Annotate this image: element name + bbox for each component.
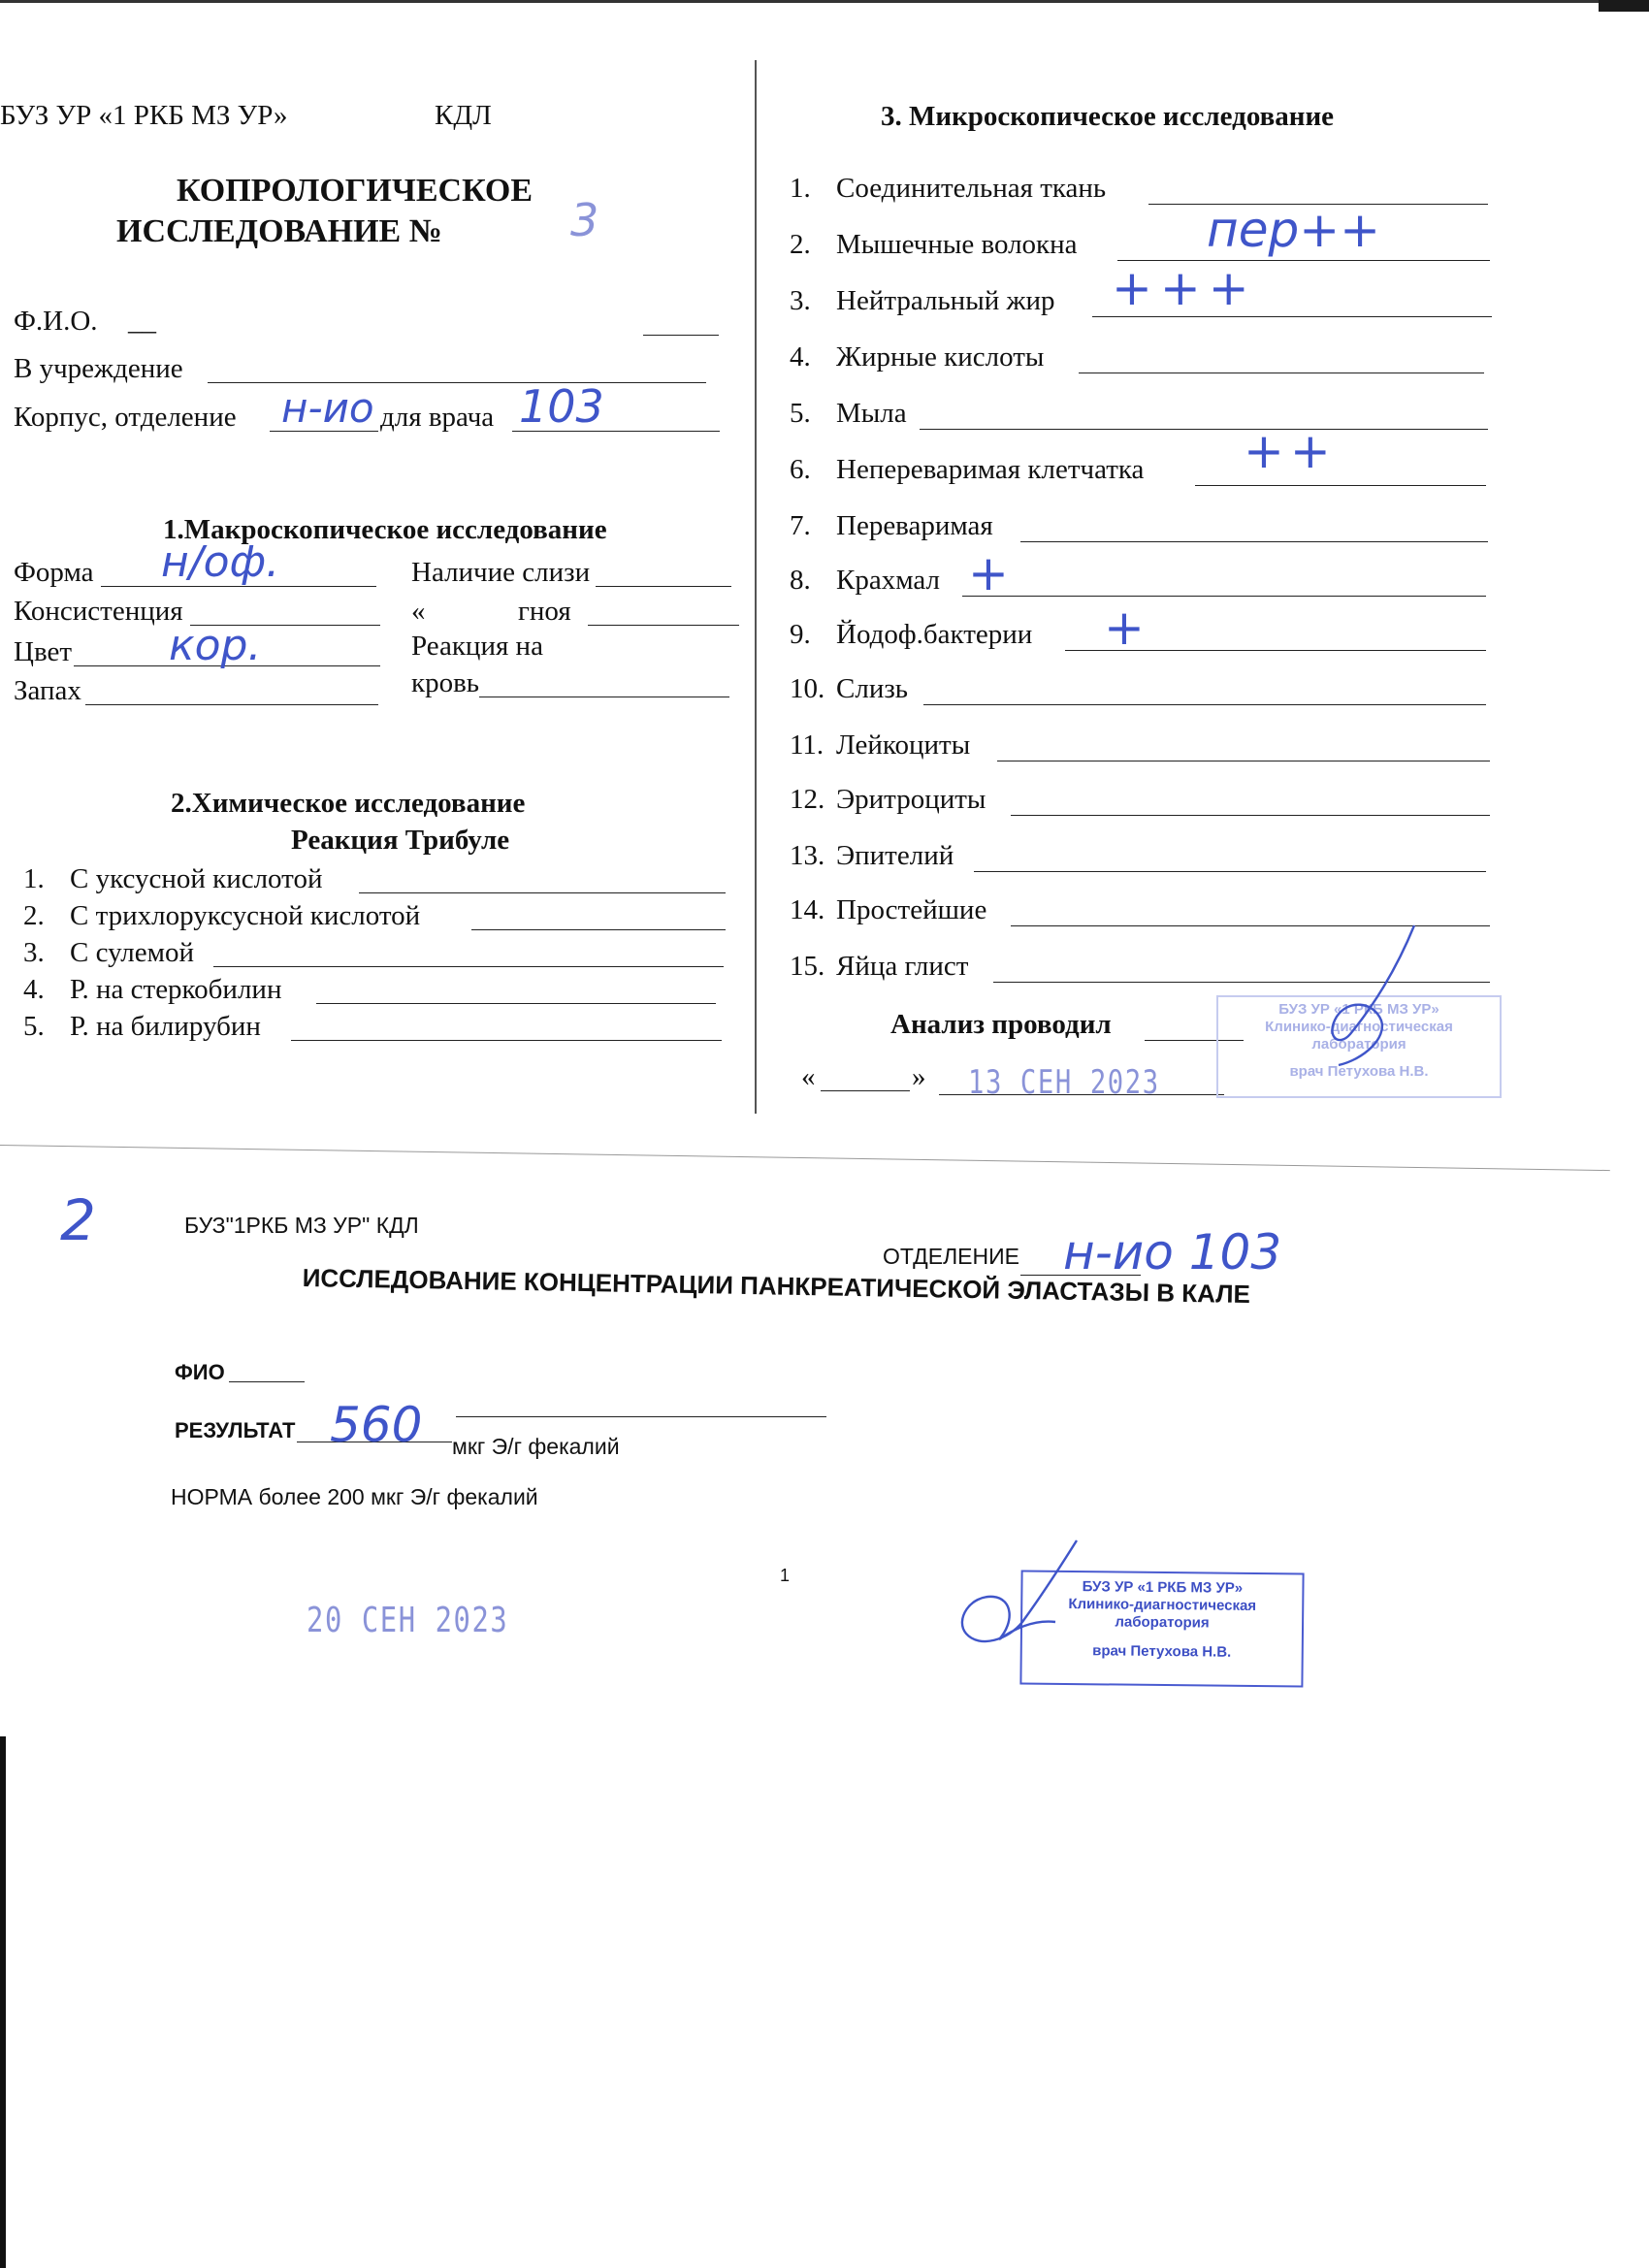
micro-line	[974, 871, 1486, 872]
micro-line	[962, 596, 1486, 597]
doctor-label: для врача	[380, 402, 495, 433]
slip-edge	[0, 1145, 1610, 1171]
chem-line	[291, 1040, 722, 1041]
scan-edge-left	[0, 1736, 6, 2268]
institution-line	[208, 382, 706, 383]
fio-line	[643, 335, 719, 336]
form2-dept-value: н-ио 103	[1063, 1224, 1282, 1280]
micro-value-fiber: ++	[1244, 423, 1337, 479]
stamp-line: врач Петухова Н.В.	[1289, 1063, 1429, 1080]
micro-line	[920, 429, 1488, 430]
form2-result-value: 560	[330, 1397, 423, 1453]
lab-name: КДЛ	[435, 100, 492, 131]
dept-value: н-ио	[281, 384, 374, 432]
chem-subheading: Реакция Трибуле	[291, 825, 510, 856]
form2-title: ИССЛЕДОВАНИЕ КОНЦЕНТРАЦИИ ПАНКРЕАТИЧЕСКОЙ ЭЛАСТАЗЫ В КАЛЕ	[302, 1263, 1251, 1310]
chem-line	[359, 892, 726, 893]
analysis-label: Анализ проводил	[890, 1009, 1112, 1040]
form2-result-label: РЕЗУЛЬТАТ	[175, 1418, 296, 1442]
chem-line	[316, 1003, 716, 1004]
forma-value: н/оф.	[161, 537, 280, 587]
institution-name: БУЗ УР «1 РКБ МЗ УР»	[0, 100, 288, 131]
chem-item: 2. С трихлоруксусной кислотой	[23, 900, 421, 931]
scan-edge-right	[1599, 0, 1649, 12]
date-stamp-2: 20 СЕН 2023	[307, 1601, 509, 1640]
form2-fio-label: ФИО	[175, 1360, 225, 1384]
date-quote-open: «	[801, 1061, 816, 1092]
form-number: 3	[570, 194, 599, 246]
form2-result-units: мкг Э/г фекалий	[452, 1434, 620, 1459]
micro-item: 2. Мышечные волокна	[790, 229, 1078, 260]
form2-page-number: 1	[780, 1566, 791, 1585]
micro-value-muscle: пер++	[1207, 202, 1380, 258]
mucus-label: Наличие слизи	[411, 557, 591, 588]
form2-dept-label: ОТДЕЛЕНИЕ	[883, 1244, 1020, 1269]
stamp-line: Клинико-диагностическая	[1265, 1019, 1453, 1035]
micro-line	[1195, 485, 1486, 486]
stamp-line: БУЗ УР «1 РКБ МЗ УР»	[1278, 1001, 1439, 1018]
institution-label: В учреждение	[14, 353, 183, 384]
stamp-line: Клинико-диагностическая	[1068, 1595, 1257, 1615]
chem-item: 5. Р. на билирубин	[23, 1011, 261, 1042]
pus-label: гноя	[518, 596, 571, 627]
micro-item: 5. Мыла	[790, 398, 907, 429]
chem-line	[213, 966, 724, 967]
micro-item: 15. Яйца глист	[790, 951, 969, 982]
signature-1	[1300, 920, 1436, 1075]
signature-2	[941, 1533, 1086, 1669]
date-quote-close: »	[912, 1061, 926, 1092]
micro-line	[1011, 815, 1490, 816]
micro-value-starch: +	[968, 545, 1009, 601]
micro-item: 3. Нейтральный жир	[790, 285, 1055, 316]
doctor-value: 103	[519, 380, 604, 433]
micro-value-iodophil: +	[1104, 599, 1145, 656]
scan-edge-top	[0, 0, 1649, 3]
micro-item: 10. Слизь	[790, 673, 909, 704]
blood-label-1: Реакция на	[411, 631, 543, 662]
date-stamp-1: 13 СЕН 2023	[968, 1063, 1160, 1102]
chem-item: 4. Р. на стеркобилин	[23, 974, 282, 1005]
pus-line	[588, 625, 739, 626]
fio-value: __	[128, 306, 156, 337]
micro-item: 9. Йодоф.бактерии	[790, 619, 1033, 650]
stamp-line: лаборатория	[1115, 1613, 1210, 1632]
form-title-line1: КОПРОЛОГИЧЕСКОЕ	[177, 173, 533, 209]
micro-item: 1. Соединительная ткань	[790, 173, 1107, 204]
micro-item: 6. Непереваримая клетчатка	[790, 454, 1145, 485]
color-label: Цвет	[14, 636, 73, 667]
micro-line	[923, 704, 1486, 705]
forma-label: Форма	[14, 557, 94, 588]
stamp-line: БУЗ УР «1 РКБ МЗ УР»	[1082, 1578, 1244, 1597]
micro-heading: 3. Микроскопическое исследование	[881, 101, 1335, 132]
micro-line	[1020, 541, 1488, 542]
micro-item: 13. Эпителий	[790, 840, 954, 871]
form2-fio-line	[229, 1381, 305, 1382]
micro-item: 11. Лейкоциты	[790, 729, 971, 761]
fio-label: Ф.И.О.	[14, 306, 98, 337]
smell-label: Запах	[14, 675, 81, 706]
chem-item: 3. С сулемой	[23, 937, 195, 968]
date-day-line	[821, 1090, 910, 1091]
form2-fio-line2	[456, 1416, 826, 1417]
stamp-line: врач Петухова Н.В.	[1092, 1642, 1232, 1661]
macro-heading: 1.Макроскопическое исследование	[163, 514, 607, 545]
pus-quote: «	[411, 596, 426, 627]
micro-line	[1092, 316, 1492, 317]
dept-label: Корпус, отделение	[14, 402, 237, 433]
chem-line	[471, 929, 726, 930]
stamp-line: лаборатория	[1311, 1036, 1406, 1053]
form2-number: 2	[60, 1187, 96, 1253]
column-divider	[755, 60, 757, 1114]
form2-institution: БУЗ"1РКБ МЗ УР" КДЛ	[184, 1213, 419, 1238]
chem-heading: 2.Химическое исследование	[171, 788, 526, 819]
blood-label-2: кровь	[411, 667, 480, 698]
color-value: кор.	[169, 621, 262, 670]
chem-item: 1. С уксусной кислотой	[23, 863, 323, 894]
form2-norm: НОРМА более 200 мкг Э/г фекалий	[171, 1484, 538, 1509]
form-title-line2: ИССЛЕДОВАНИЕ №	[116, 213, 442, 249]
micro-item: 8. Крахмал	[790, 565, 940, 596]
micro-item: 7. Переваримая	[790, 510, 993, 541]
mucus-line	[596, 586, 731, 587]
micro-item: 12. Эритроциты	[790, 784, 986, 815]
consistency-label: Консистенция	[14, 596, 183, 627]
micro-value-fat: +++	[1112, 260, 1257, 316]
micro-item: 14. Простейшие	[790, 894, 987, 925]
smell-line	[85, 704, 378, 705]
micro-item: 4. Жирные кислоты	[790, 341, 1045, 373]
